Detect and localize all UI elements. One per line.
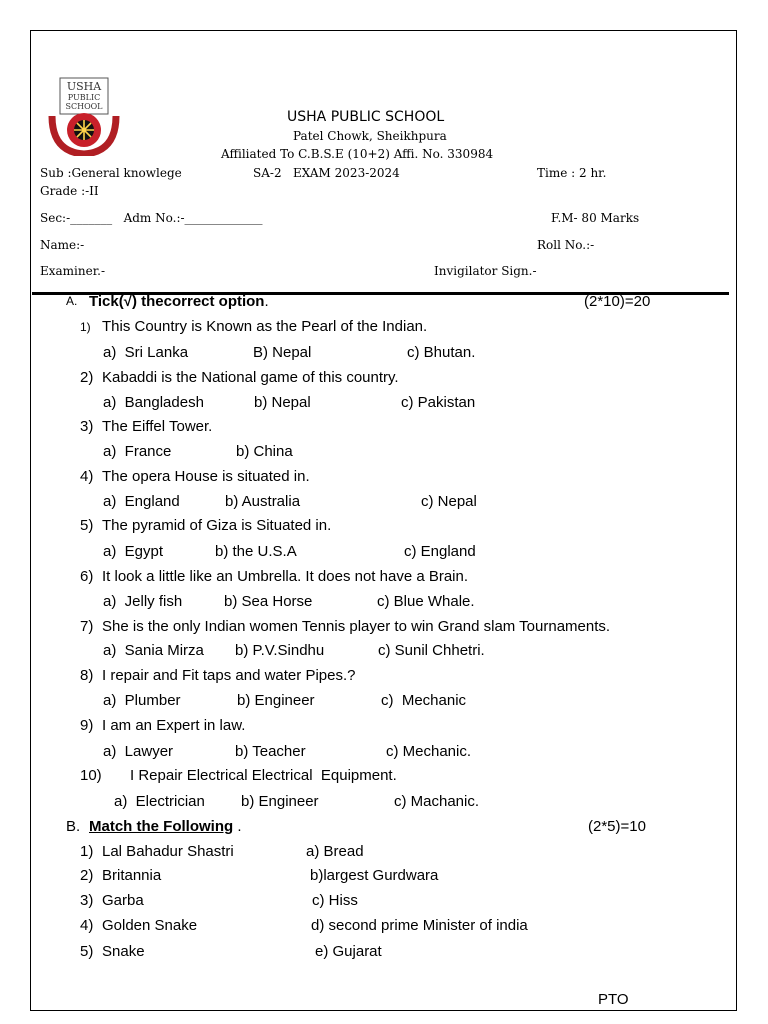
- section-b-letter: B.: [66, 818, 81, 835]
- option-c: c) Nepal: [421, 493, 477, 510]
- question-text: I repair and Fit taps and water Pipes.?: [102, 667, 356, 684]
- match-left: Lal Bahadur Shastri: [102, 843, 234, 860]
- match-left: Britannia: [102, 867, 162, 884]
- option-a: a) Plumber: [103, 692, 181, 709]
- question-number: 7): [80, 618, 94, 635]
- exam-label: SA-2 EXAM 2023-2024: [253, 166, 400, 180]
- school-name: USHA PUBLIC SCHOOL: [287, 109, 445, 125]
- question-number: 10): [80, 767, 102, 784]
- question-text: I Repair Electrical Electrical Equipment.: [130, 767, 397, 784]
- match-number: 3): [80, 892, 94, 909]
- option-c: c) Sunil Chhetri.: [378, 642, 485, 659]
- time-label: Time : 2 hr.: [537, 166, 607, 180]
- option-c: c) Mechanic.: [386, 743, 472, 760]
- option-c: c) Mechanic: [381, 692, 467, 709]
- option-c: c) Blue Whale.: [377, 593, 475, 610]
- option-a: a) Lawyer: [103, 743, 174, 760]
- option-c: c) Machanic.: [394, 793, 480, 810]
- match-right: d) second prime Minister of india: [311, 917, 528, 934]
- match-right: e) Gujarat: [315, 943, 382, 960]
- option-c: c) England: [404, 543, 476, 560]
- option-b: b) Sea Horse: [224, 593, 313, 610]
- option-a: a) Sania Mirza: [103, 642, 204, 659]
- option-a: a) France: [103, 443, 172, 460]
- question-number: 3): [80, 418, 94, 435]
- option-b: b) China: [236, 443, 293, 460]
- section-a-letter: A.: [66, 294, 78, 308]
- subject-label: Sub :General knowlege: [40, 166, 182, 180]
- affiliation: Affiliated To C.B.S.E (10+2) Affi. No. 330984: [221, 147, 494, 161]
- option-b: b) P.V.Sindhu: [235, 642, 325, 659]
- option-b: b) Engineer: [237, 692, 315, 709]
- question-text: It look a little like an Umbrella. It does not have a Brain.: [102, 568, 469, 585]
- logo-text-3: SCHOOL: [65, 102, 103, 111]
- option-c: c) Bhutan.: [407, 344, 476, 361]
- school-address: Patel Chowk, Sheikhpura: [293, 129, 447, 143]
- option-a: a) Egypt: [103, 543, 164, 560]
- question-number: 1): [80, 320, 91, 334]
- grade-label: Grade :-II: [40, 184, 99, 198]
- match-number: 1): [80, 843, 94, 860]
- invigilator-label: Invigilator Sign.-: [434, 264, 537, 278]
- full-marks-label: F.M- 80 Marks: [551, 211, 640, 225]
- section-a-title-line: [89, 294, 269, 309]
- question-text: This Country is Known as the Pearl of the Indian.: [102, 318, 428, 335]
- section-b-marks: (2*5)=10: [588, 818, 646, 835]
- match-right: b)largest Gurdwara: [310, 867, 439, 884]
- question-text: Kabaddi is the National game of this country.: [102, 369, 399, 386]
- match-left: Snake: [102, 943, 145, 960]
- question-number: 5): [80, 517, 94, 534]
- section-adm-label: Sec:-_______ Adm No.:-_____________: [40, 211, 263, 225]
- section-a-title-end: .: [264, 293, 269, 310]
- roll-label: Roll No.:-: [537, 238, 595, 252]
- option-b: b) Teacher: [235, 743, 306, 760]
- question-text: She is the only Indian women Tennis player to win Grand slam Tournaments.: [102, 618, 611, 635]
- option-b: b) Australia: [225, 493, 301, 510]
- section-b-title-end: .: [233, 818, 242, 835]
- match-right: c) Hiss: [312, 892, 358, 909]
- question-number: 4): [80, 468, 94, 485]
- examiner-label: Examiner.-: [40, 264, 106, 278]
- option-a: a) Bangladesh: [103, 394, 204, 411]
- pto-label: PTO: [598, 991, 629, 1008]
- match-left: Garba: [102, 892, 144, 909]
- section-b-title: Match the Following: [89, 818, 234, 835]
- match-right: a) Bread: [306, 843, 364, 860]
- option-a: a) Sri Lanka: [103, 344, 189, 361]
- name-label: Name:-: [40, 238, 85, 252]
- match-number: 4): [80, 917, 94, 934]
- question-number: 2): [80, 369, 94, 386]
- section-a-title: Tick(√) thecorrect option: [89, 293, 265, 310]
- option-a: a) Electrician: [114, 793, 205, 810]
- logo-text-1: USHA: [66, 80, 102, 93]
- question-number: 9): [80, 717, 94, 734]
- match-number: 5): [80, 943, 94, 960]
- option-a: a) Jelly fish: [103, 593, 183, 610]
- question-number: 8): [80, 667, 94, 684]
- option-a: a) England: [103, 493, 180, 510]
- section-a-marks: (2*10)=20: [584, 293, 651, 310]
- question-text: I am an Expert in law.: [102, 717, 246, 734]
- question-text: The pyramid of Giza is Situated in.: [102, 517, 332, 534]
- match-left: Golden Snake: [102, 917, 198, 934]
- option-b: b) Engineer: [241, 793, 319, 810]
- question-text: The Eiffel Tower.: [102, 418, 213, 435]
- option-b: b) the U.S.A: [215, 543, 297, 560]
- logo-text-2: PUBLIC: [67, 93, 101, 102]
- option-c: c) Pakistan: [401, 394, 476, 411]
- match-number: 2): [80, 867, 94, 884]
- school-logo: [48, 76, 120, 156]
- question-text: The opera House is situated in.: [102, 468, 310, 485]
- option-b: b) Nepal: [254, 394, 311, 411]
- section-b-title-line: [89, 819, 242, 834]
- option-b: B) Nepal: [253, 344, 312, 361]
- question-number: 6): [80, 568, 94, 585]
